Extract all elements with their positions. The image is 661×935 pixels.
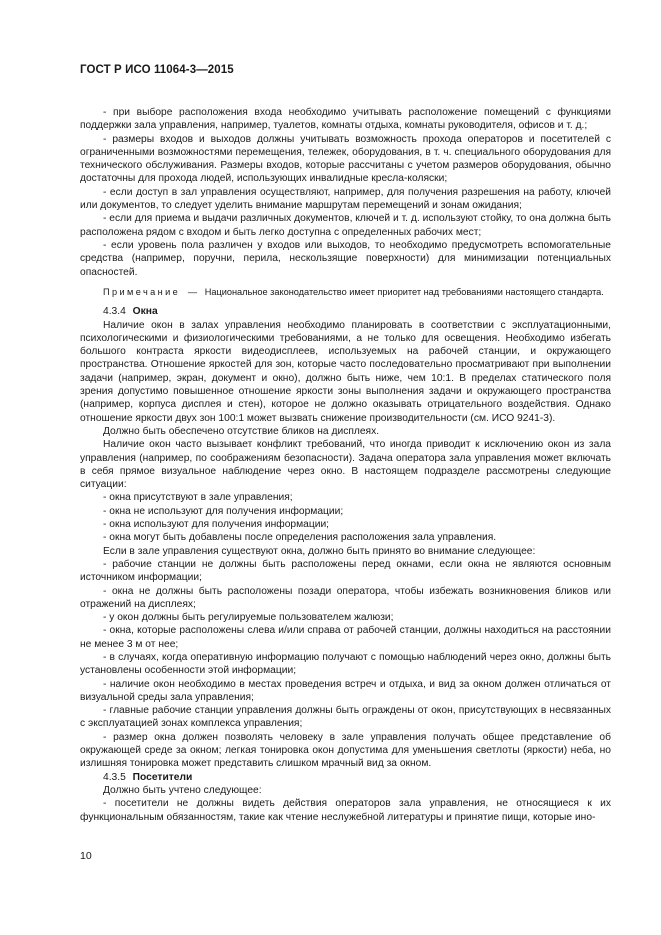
list-item-entrance-location: - при выборе расположения входа необходимо учитывать расположение помещений с функциями поддержки зала управления, например, туалетов, комнаты отдыха, комнаты руководителя, офисов и т. д.; [80,107,611,132]
list-item: - окна могут быть добавлены после определения расположения зала управления. [103,532,497,544]
list-item-entrance-size: - размеры входов и выходов должны учитывать возможность прохода операторов и посетителей с ограниченными возможностями перемещения, тележек, оборудования, в т. ч. специального оборудования для технического обслуживания. Размеры входов, которые рассчитаны с учетом размеров оборудования, обычно достаточны для прохода людей, использующих инвалидные кресла-коляски; [80,133,611,185]
section-number: 4.3.4 [103,306,126,318]
note-text: Национальное законодательство имеет приоритет над требованиями настоящего стандарта. [204,286,604,297]
section-heading-windows [80,305,611,318]
list-item: - окна не должны быть расположены позади оператора, чтобы избежать возникновения бликов или отражений на дисплеях; [80,585,611,610]
paragraph: Должно быть учтено следующее: [103,784,262,796]
list-item: - размер окна должен позволять человеку в зале управления получать общее представление об окружающей среде за окном; легкая тонировка окон допустима для уменьшения светлоты (яркости) неба, но излишняя тонировка может представить слишком мрачный вид за окном. [80,731,611,770]
list-item-reception-counter: - если для приема и выдачи различных документов, ключей и т. д. используют стойку, то она должна быть расположена рядом с входом и быть легко доступна с определенных рабочих мест; [80,213,611,238]
list-item: - наличие окон необходимо в местах проведения встреч и отдыха, и вид за окном должен отличаться от визуальной среды зала управления; [80,678,611,703]
list-item: - в случаях, когда оперативную информацию получают с помощью наблюдений через окно, должны быть установлены особенности этой информации; [80,651,611,677]
note-label: Примечание [103,286,181,297]
list-item: - окна, которые расположены слева и/или справа от рабочей станции, должны находиться на расстоянии не менее 3 м от нее; [80,625,611,650]
list-item: - у окон должны быть регулируемые пользователем жалюзи; [103,612,394,624]
list-item-access-routes: - если доступ в зал управления осуществляют, например, для получения разрешения на работу, ключей или документов, то следует уделить внимание маршрутам перемещений и зонам ожидания; [80,186,611,212]
list-item: - рабочие станции не должны быть расположены перед окнами, если окна не являются основным источником информации; [80,558,611,584]
paragraph: Должно быть обеспечено отсутствие бликов на дисплеях. [103,425,380,437]
paragraph: Если в зале управления существуют окна, должно быть принято во внимание следующее: [103,545,536,557]
section-number: 4.3.5 [103,771,126,783]
list-item: - окна не используют для получения информации; [103,505,344,517]
paragraph: Наличие окон в залах управления необходимо планировать в соответствии с эксплуатационными, психологическими и физиологическими требованиями, а не только для освещения. Необходимо избегать большого контраста яркости видеодисплеев, используемых на рабочей станции, и окружающего пространства. Отношение яркостей для зон, которые часто последовательно просматривают при выполнении задачи (например, экран, документ и окно), должно быть ниже, чем 10:1. В пределах статического поля зрения допустимо повышенное отношение яркости зоны выполнения задачи и окружающего пространства (например, корпуса дисплея и стен), которое не должно оказывать отрицательного воздействия. Однако отношение яркости двух зон 100:1 может вызвать снижение производительности (см. ИСО 9241-3). [80,319,611,424]
paragraph: Наличие окон часто вызывает конфликт требований, что иногда приводит к исключению окон из зала управления (например, по соображениям безопасности). Задача оператора зала управления может включать в себя прямое визуальное наблюдение через окно. В настоящем подразделе рассмотрены следующие ситуации: [80,439,611,491]
list-item: - окна присутствуют в зале управления; [103,492,293,504]
note-dash: — [187,286,198,297]
list-item: - окна используют для получения информации; [103,519,330,531]
list-item: - главные рабочие станции управления должны быть ограждены от окон, присутствующих в несвязанных с эксплуатацией зонах комплекса управления; [80,705,611,730]
section-title: Окна [132,306,158,318]
document-header: ГОСТ Р ИСО 11064-3—2015 [80,64,234,76]
list-item: - посетители не должны видеть действия операторов зала управления, не относящиеся к их функциональным обязанностям, такие как чтение неслужебной литературы и принятие пищи, которые ино- [80,798,611,823]
section-heading-visitors [80,771,611,784]
document-body [80,106,611,824]
note-paragraph [80,286,611,298]
page-number: 10 [80,850,92,862]
section-title: Посетители [132,771,193,783]
list-item-floor-levels: - если уровень пола различен у входов или выходов, то необходимо предусмотреть вспомогательные средства (например, поручни, перила, нескользящие поверхности) для минимизации потенциальных опасностей. [80,239,611,278]
